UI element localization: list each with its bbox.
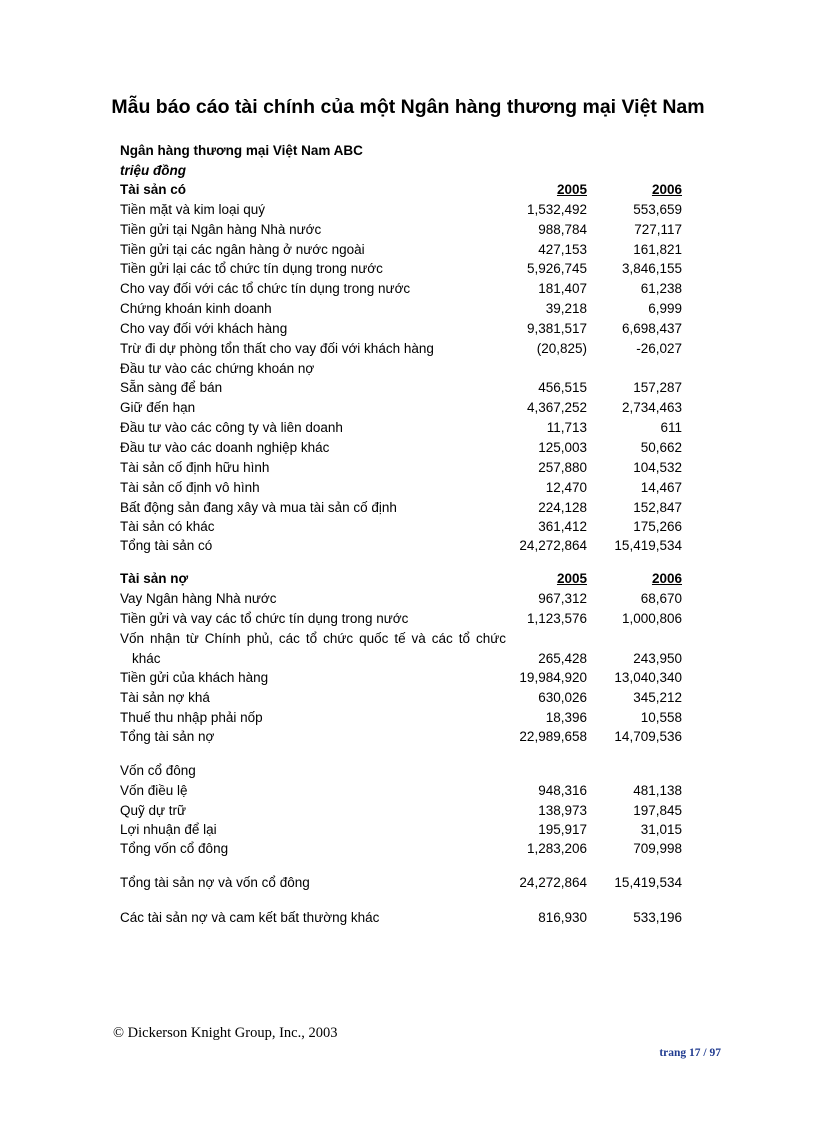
row-label: Vốn điều lệ — [120, 782, 188, 798]
value-2006: 481,138 — [633, 782, 682, 798]
value-2006: 31,015 — [640, 822, 682, 838]
value-2005: 456,515 — [538, 380, 587, 396]
value-2006: 13,040,340 — [614, 670, 682, 686]
page-title: Mẫu báo cáo tài chính của một Ngân hàng thương mại Việt Nam — [111, 96, 705, 118]
liabilities-header-row — [120, 569, 690, 589]
assets-total-label: Tổng tài sản có — [120, 538, 213, 554]
value-2005: 5,926,745 — [526, 261, 587, 277]
table-row — [120, 668, 690, 688]
value-2005: 4,367,252 — [526, 400, 587, 416]
table-row — [120, 649, 690, 669]
row-label: Thuế thu nhập phải nốp — [120, 710, 263, 726]
value-2005: 988,784 — [538, 221, 587, 237]
value-2006: 50,662 — [640, 439, 682, 455]
table-row — [120, 708, 690, 728]
value-2006: 14,467 — [640, 479, 682, 495]
row-label: Cho vay đối với các tổ chức tín dụng trong nước — [120, 281, 411, 297]
off-balance-row — [120, 908, 690, 928]
table-row — [120, 820, 690, 840]
row-label: Tiền gửi tại Ngân hàng Nhà nước — [120, 221, 322, 237]
value-2006: 2,734,463 — [621, 400, 682, 416]
value-2006: 10,558 — [640, 710, 682, 726]
table-row — [120, 319, 690, 339]
row-label: Tiền gửi lại các tổ chức tín dụng trong nước — [120, 261, 383, 277]
value-2005: 138,973 — [538, 802, 587, 818]
value-2005: 39,218 — [545, 301, 587, 317]
row-label: Tài sản có khác — [120, 519, 215, 535]
row-label: Đầu tư vào các doanh nghiệp khác — [120, 439, 330, 455]
value-2005: 427,153 — [538, 241, 587, 257]
row-label: Tài sản cố định vô hình — [120, 479, 260, 495]
page-number: trang 17 / 97 — [659, 1047, 721, 1059]
table-row — [120, 279, 690, 299]
value-2006: 197,845 — [633, 802, 682, 818]
value-2006: 243,950 — [633, 650, 682, 666]
value-2006: 68,670 — [640, 591, 682, 607]
row-label: Lợi nhuận để lại — [120, 822, 217, 838]
row-label: Cho vay đối với khách hàng — [120, 320, 288, 336]
value-2005: 125,003 — [538, 439, 587, 455]
table-row — [120, 458, 690, 478]
equity-header-label: Vốn cổ đông — [120, 762, 196, 778]
table-row — [120, 339, 690, 359]
grand-total-label: Tổng tài sản nợ và vốn cổ đông — [120, 875, 310, 891]
value-2005: 19,984,920 — [519, 670, 587, 686]
off-balance-2005: 816,930 — [538, 910, 587, 926]
value-2006: 3,846,155 — [621, 261, 682, 277]
row-label: Quỹ dự trữ — [120, 802, 187, 818]
year-2005-header: 2005 — [556, 571, 587, 587]
row-label: Tài sản nợ khá — [120, 690, 210, 706]
table-row — [120, 629, 690, 649]
year-2006-header: 2006 — [651, 571, 682, 587]
liabilities-header-label: Tài sản nợ — [120, 571, 189, 587]
value-2005: 11,713 — [546, 420, 587, 436]
value-2006: 611 — [660, 420, 682, 436]
assets-total-row — [120, 537, 690, 554]
value-2006: 727,117 — [634, 221, 682, 237]
value-2006: 553,659 — [633, 201, 682, 217]
row-label: Tiền gửi của khách hàng — [120, 670, 269, 686]
currency-unit: triệu đồng — [120, 163, 186, 178]
equity-total-2005: 1,283,206 — [526, 841, 587, 857]
row-label: Tài sản cố định hữu hình — [120, 459, 270, 475]
row-label-line1: Vốn nhận từ Chính phủ, các tổ chức quốc tế và các tổ chức — [120, 630, 506, 646]
table-row — [120, 517, 690, 537]
grand-total-2006: 15,419,534 — [614, 875, 682, 891]
table-row — [120, 299, 690, 319]
value-2005: 265,428 — [538, 650, 587, 666]
row-label: Bất động sản đang xây và mua tài sản cố định — [120, 499, 397, 515]
equity-total-2006: 709,998 — [633, 841, 682, 857]
value-2005: 967,312 — [538, 591, 587, 607]
value-2006: 157,287 — [633, 380, 682, 396]
value-2006: -26,027 — [636, 340, 682, 356]
value-2005: 1,123,576 — [526, 610, 587, 626]
balance-sheet-table — [120, 180, 690, 928]
value-2005: 12,470 — [545, 479, 587, 495]
table-row — [120, 478, 690, 498]
table-row — [120, 609, 690, 629]
table-row — [120, 589, 690, 609]
value-2005: 948,316 — [538, 782, 587, 798]
value-2005: (20,825) — [536, 340, 587, 356]
value-2005: 9,381,517 — [526, 320, 587, 336]
row-label: Tiền mặt và kim loại quý — [120, 201, 266, 217]
table-row — [120, 438, 690, 458]
off-balance-2006: 533,196 — [633, 910, 682, 926]
row-label: Chứng khoán kinh doanh — [120, 301, 272, 317]
table-row — [120, 688, 690, 708]
equity-total-row — [120, 840, 690, 857]
value-2006: 161,821 — [633, 241, 682, 257]
assets-total-2005: 24,272,864 — [519, 538, 587, 554]
row-label: Đầu tư vào các chứng khoán nợ — [120, 360, 315, 376]
value-2005: 181,407 — [538, 281, 587, 297]
value-2005: 195,917 — [538, 822, 587, 838]
value-2006: 345,212 — [633, 690, 682, 706]
table-row — [120, 359, 690, 379]
year-2005-header: 2005 — [556, 182, 587, 197]
table-row — [120, 781, 690, 801]
value-2006: 1,000,806 — [621, 610, 682, 626]
table-row — [120, 259, 690, 279]
table-row — [120, 378, 690, 398]
assets-header-row — [120, 180, 690, 200]
grand-total-2005: 24,272,864 — [519, 875, 587, 891]
table-row — [120, 200, 690, 220]
value-2005: 630,026 — [538, 690, 587, 706]
value-2005: 1,532,492 — [526, 201, 587, 217]
off-balance-label: Các tài sản nợ và cam kết bất thường khác — [120, 910, 380, 926]
value-2006: 152,847 — [633, 499, 682, 515]
equity-total-label: Tổng vốn cổ đông — [120, 841, 229, 857]
assets-header-label: Tài sản có — [120, 182, 187, 197]
table-row — [120, 801, 690, 821]
table-row — [120, 220, 690, 240]
value-2006: 6,698,437 — [621, 320, 682, 336]
bank-name: Ngân hàng thương mại Việt Nam ABC — [120, 143, 363, 158]
value-2006: 6,999 — [648, 301, 682, 317]
row-label: Giữ đến hạn — [120, 400, 196, 416]
table-row — [120, 398, 690, 418]
row-label: Tiền gửi tại các ngân hàng ở nước ngoài — [120, 241, 365, 257]
liabilities-total-label: Tổng tài sản nợ — [120, 728, 215, 744]
year-2006-header: 2006 — [651, 182, 682, 197]
row-label: Đầu tư vào các công ty và liên doanh — [120, 420, 343, 436]
value-2006: 175,266 — [633, 519, 682, 535]
value-2006: 61,238 — [640, 281, 682, 297]
liabilities-total-2005: 22,989,658 — [519, 728, 587, 744]
table-row — [120, 240, 690, 260]
assets-total-2006: 15,419,534 — [614, 538, 682, 554]
row-label-line2: khác — [132, 650, 161, 666]
equity-header-row — [120, 761, 690, 781]
grand-total-row — [120, 873, 690, 893]
liabilities-total-row — [120, 728, 690, 745]
row-label: Tiền gửi và vay các tổ chức tín dụng trong nước — [120, 610, 409, 626]
row-label: Trừ đi dự phòng tổn thất cho vay đối với khách hàng — [120, 340, 434, 356]
value-2006: 104,532 — [633, 459, 682, 475]
liabilities-total-2006: 14,709,536 — [614, 728, 682, 744]
value-2005: 361,412 — [538, 519, 587, 535]
value-2005: 224,128 — [538, 499, 587, 515]
value-2005: 18,396 — [545, 710, 587, 726]
value-2005: 257,880 — [538, 459, 587, 475]
row-label: Vay Ngân hàng Nhà nước — [120, 591, 277, 607]
copyright-footer: © Dickerson Knight Group, Inc., 2003 — [113, 1025, 338, 1041]
table-row — [120, 498, 690, 518]
row-label: Sẵn sàng để bán — [120, 380, 223, 396]
table-row — [120, 418, 690, 438]
